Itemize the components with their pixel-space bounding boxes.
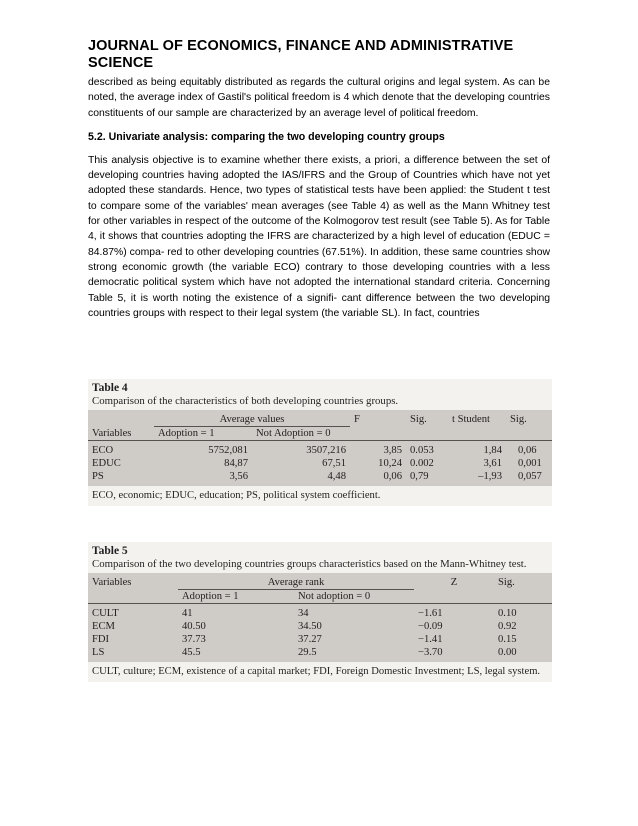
section-heading: 5.2. Univariate analysis: comparing the two developing country groups <box>88 130 445 143</box>
journal-title-line1: JOURNAL OF ECONOMICS, FINANCE AND ADMINISTRATIVE <box>88 38 514 54</box>
table5-header-row-1 <box>88 573 552 590</box>
table4 <box>88 410 552 486</box>
table4-col-sig2: Sig. <box>510 414 527 426</box>
table5-cell-var: FDI <box>92 634 110 645</box>
table5-col-z: Z <box>450 577 458 589</box>
table5-cell-adoption: 45.5 <box>182 647 201 658</box>
table4-col-variables: Variables <box>92 427 132 439</box>
table4-cell-sig2: 0,057 <box>518 471 542 482</box>
table5-cell-adoption: 37.73 <box>182 634 206 645</box>
table5-cell-sig: 0.92 <box>498 621 517 632</box>
table4-cell-f: 10,24 <box>378 458 402 469</box>
table5-caption: Comparison of the two developing countries groups characteristics based on the Mann-Whitney test. <box>92 558 527 570</box>
table5-cell-z: −3.70 <box>418 647 443 658</box>
table5-group-header: Average rank <box>267 577 325 588</box>
table4-cell-sig: 0.002 <box>410 458 434 469</box>
body-paragraph-2: This analysis objective is to examine whether there exists, a priori, a difference between the set of developing countries having adopted the IAS/IFRS and the Group of Countries which have not yet adopted these standards. Hence, two types of statistical tests have been applied: the Student t test to compare some of the variables' mean averages (see Table 4) as well as the Mann Whitney test for other variables in respect of the outcome of the Kolmogorov test result (see Table 5). As for Table 4, it shows that countries adopting the IFRS are characterized by a high level of education (EDUC = 84.87%) compa- red to other developing countries (67.51%). In addition, these same countries show strong economic growth (the variable ECO) contrary to those developing countries with a less democratic political system which have not adopted the international standard criteria. Concerning Table 5, it is worth noting the existence of a signifi- cant difference between the two developing countries groups with respect to their legal system (the variable SL). In fact, countries <box>88 154 550 319</box>
table4-cell-t: 1,84 <box>483 445 502 456</box>
table4-caption: Comparison of the characteristics of both developing countries groups. <box>92 395 399 407</box>
table4-cell-not-adoption: 3507,216 <box>306 445 346 456</box>
table4-header-row-1 <box>88 410 552 427</box>
table4-col-adoption: Adoption = 1 <box>154 427 252 441</box>
table5-cell-adoption: 40.50 <box>182 621 206 632</box>
table-row <box>88 470 552 486</box>
journal-title <box>88 38 550 72</box>
table4-col-f: F <box>354 414 360 426</box>
table4-figure <box>88 379 552 506</box>
table4-cell-t: 3,61 <box>483 458 502 469</box>
table5-body <box>88 573 552 662</box>
table4-cell-var: ECO <box>92 445 114 456</box>
table5-cell-not-adoption: 34.50 <box>298 621 322 632</box>
table4-group-header: Average values <box>219 414 285 425</box>
table-row <box>88 444 552 457</box>
table4-cell-adoption: 3,56 <box>229 471 248 482</box>
table4-col-sig: Sig. <box>410 414 427 426</box>
table4-cell-not-adoption: 67,51 <box>322 458 346 469</box>
table5-col-variables: Variables <box>92 577 132 589</box>
table5-cell-adoption: 41 <box>182 608 193 619</box>
table5-cell-var: ECM <box>92 621 115 632</box>
table5-header-row-2 <box>88 590 552 604</box>
table-row <box>88 633 552 646</box>
table4-cell-sig2: 0,001 <box>518 458 542 469</box>
table5-cell-z: −1.41 <box>418 634 443 645</box>
table5 <box>88 573 552 662</box>
table5-cell-sig: 0.10 <box>498 608 517 619</box>
table4-cell-adoption: 5752,081 <box>208 445 248 456</box>
table4-body <box>88 410 552 486</box>
table-row <box>88 620 552 633</box>
table4-cell-var: EDUC <box>92 458 121 469</box>
table4-cell-sig: 0,79 <box>410 471 429 482</box>
table-row <box>88 646 552 662</box>
page-content <box>88 38 550 321</box>
table4-col-not-adoption: Not Adoption = 0 <box>252 427 350 441</box>
table5-col-not-adoption: Not adoption = 0 <box>294 590 414 604</box>
table5-cell-z: −1.61 <box>418 608 443 619</box>
table5-col-sig: Sig. <box>498 577 515 589</box>
table5-note: CULT, culture; ECM, existence of a capital market; FDI, Foreign Domestic Investment; LS, legal system. <box>92 666 541 677</box>
table5-cell-not-adoption: 34 <box>298 608 309 619</box>
table4-cell-sig: 0.053 <box>410 445 434 456</box>
table-row <box>88 457 552 470</box>
table4-cell-f: 3,85 <box>383 445 402 456</box>
table5-cell-z: −0.09 <box>418 621 443 632</box>
table4-label: Table 4 <box>92 382 128 394</box>
body-paragraph-1: described as being equitably distributed as regards the cultural origins and legal system. As can be noted, the average index of Gastil's political freedom is 4 which denote that the developing countries constituents of our sample are characterized by an average level of political freedom. <box>88 77 550 119</box>
table5-figure <box>88 542 552 682</box>
table5-cell-var: LS <box>92 647 105 658</box>
table5-cell-not-adoption: 37.27 <box>298 634 322 645</box>
table4-header-row-2 <box>88 427 552 441</box>
table4-col-t: t Student <box>452 414 490 426</box>
table5-cell-sig: 0.00 <box>498 647 517 658</box>
table5-col-adoption: Adoption = 1 <box>178 590 294 604</box>
table4-cell-not-adoption: 4,48 <box>327 471 346 482</box>
table4-cell-var: PS <box>92 471 104 482</box>
table4-cell-sig2: 0,06 <box>518 445 537 456</box>
table5-cell-var: CULT <box>92 608 119 619</box>
journal-title-line2: SCIENCE <box>88 55 154 71</box>
table5-cell-not-adoption: 29.5 <box>298 647 317 658</box>
table4-cell-adoption: 84,87 <box>224 458 248 469</box>
table-row <box>88 607 552 620</box>
table4-cell-t: –1,93 <box>478 471 502 482</box>
table4-cell-f: 0,06 <box>383 471 402 482</box>
table5-label: Table 5 <box>92 545 128 557</box>
table4-note: ECO, economic; EDUC, education; PS, political system coefficient. <box>92 490 381 501</box>
table5-cell-sig: 0.15 <box>498 634 517 645</box>
